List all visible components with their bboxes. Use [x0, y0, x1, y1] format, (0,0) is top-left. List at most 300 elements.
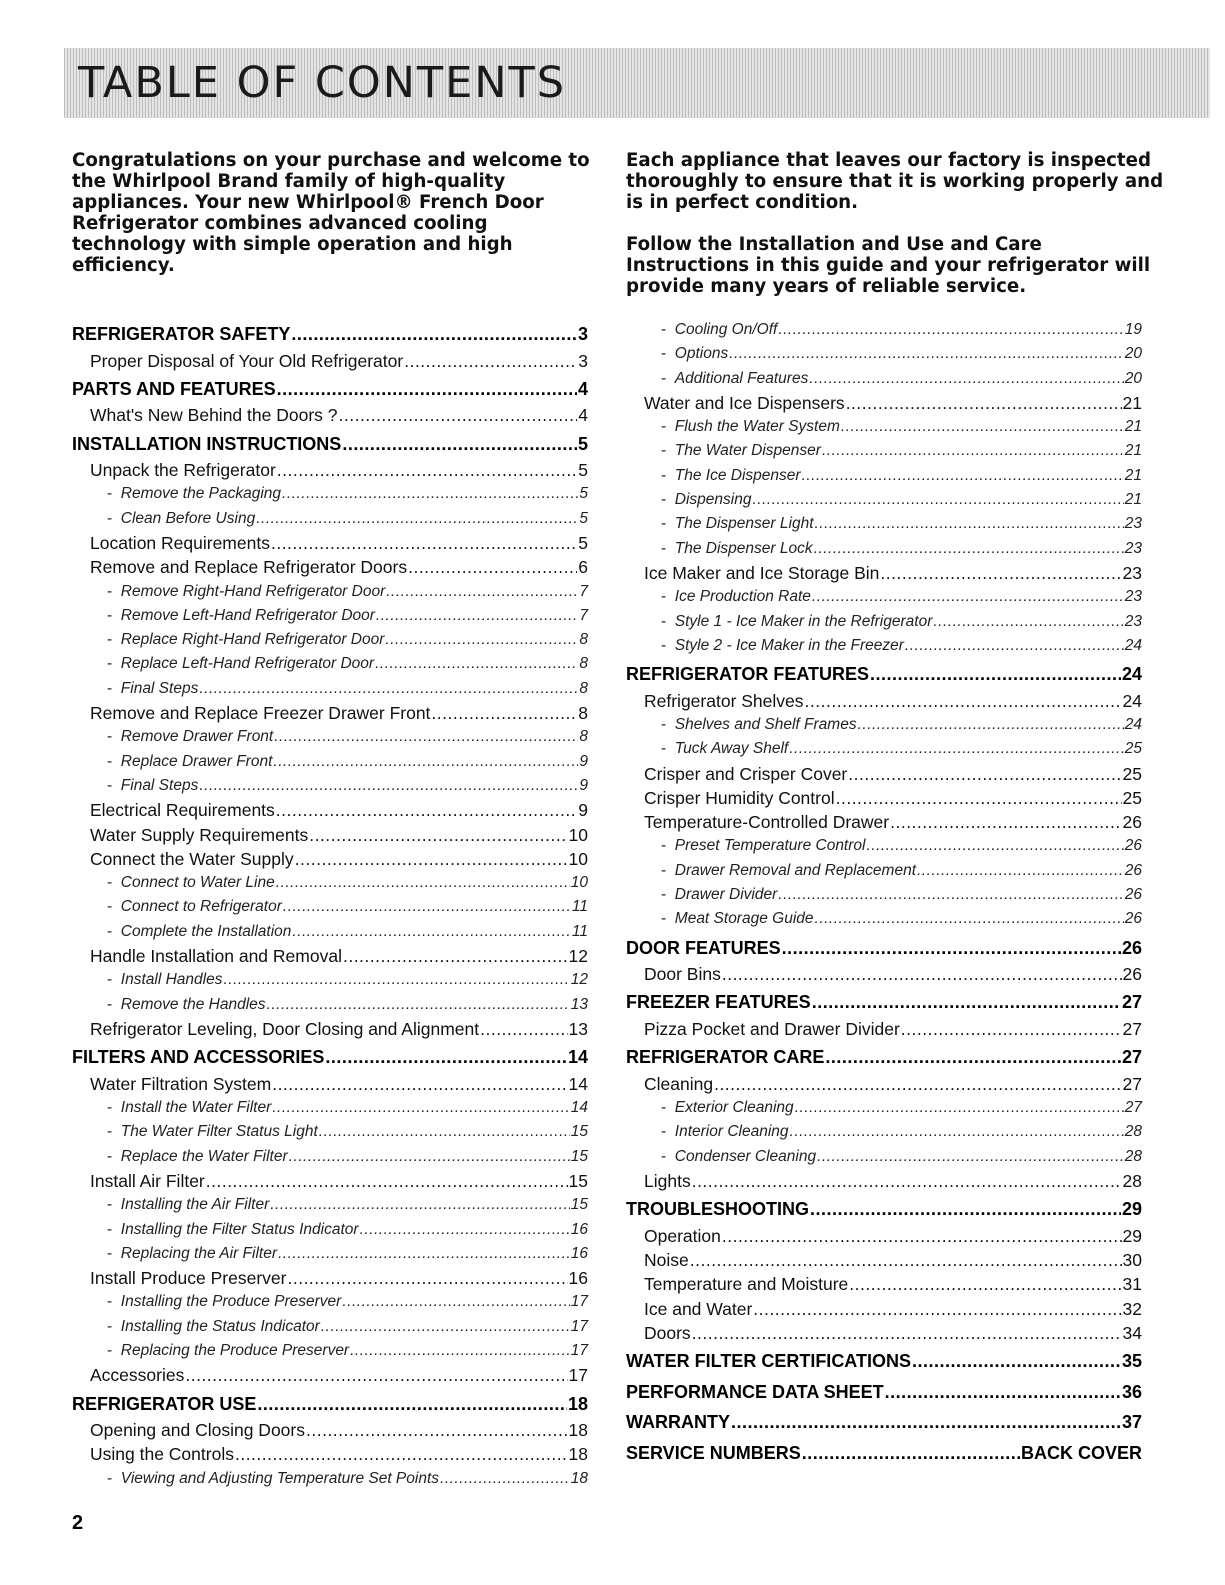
toc-entry-page: 5	[577, 433, 588, 454]
toc-leader-dots	[912, 1347, 1121, 1376]
toc-subentry[interactable]	[72, 725, 588, 749]
toc-entry-page: 32	[1122, 1298, 1142, 1319]
toc-section-entry[interactable]	[72, 320, 588, 349]
toc-subentry[interactable]	[72, 895, 588, 919]
toc-section-entry[interactable]	[626, 1408, 1142, 1437]
toc-subentry[interactable]	[72, 580, 588, 604]
toc-entry-label: - Drawer Removal and Replacement	[661, 859, 916, 883]
toc-leader-dots	[274, 725, 578, 749]
toc-entry-label: Refrigerator Shelves	[644, 690, 804, 711]
toc-entry-label: - Cooling On/Off	[661, 318, 777, 342]
toc-subentry[interactable]	[72, 1096, 588, 1120]
toc-entry-page: 14	[570, 1099, 588, 1117]
toc-entry-label: - Install the Water Filter	[107, 1096, 271, 1120]
toc-leader-dots	[282, 482, 578, 506]
toc-entry-label: Connect the Water Supply	[90, 848, 294, 869]
page-number: 2	[72, 1512, 84, 1534]
toc-leader-dots	[199, 774, 578, 798]
toc-entry-page: 8	[579, 631, 588, 649]
toc-entry-label: PARTS AND FEATURES	[72, 378, 276, 399]
toc-entry-label: - Exterior Cleaning	[661, 1096, 794, 1120]
toc-entry-page: 21	[1122, 392, 1142, 413]
toc-entry-label: Noise	[644, 1250, 689, 1270]
toc-entry-page: 23	[1124, 539, 1142, 557]
toc-leader-dots	[306, 1418, 568, 1442]
toc-entry-page: 26	[1124, 837, 1142, 855]
toc-entry-label: - Replacing the Produce Preserver	[107, 1339, 349, 1363]
toc-subentry[interactable]	[72, 968, 588, 992]
toc-entry[interactable]	[626, 1272, 1142, 1296]
toc-leader-dots	[267, 993, 570, 1017]
toc-entry-page: 18	[567, 1393, 588, 1414]
toc-entry-label: REFRIGERATOR USE	[72, 1393, 257, 1414]
toc-entry-page: 28	[1124, 1147, 1142, 1165]
toc-subentry[interactable]	[626, 367, 1142, 391]
toc-entry-label: Doors	[644, 1322, 691, 1343]
toc-leader-dots	[722, 1224, 1122, 1248]
toc-entry-page: 28	[1124, 1123, 1142, 1141]
toc-leader-dots	[440, 1467, 570, 1491]
toc-entry-page: 26	[1124, 886, 1142, 904]
toc-entry-label: - Connect to Refrigerator	[107, 895, 282, 919]
toc-subentry[interactable]	[626, 1120, 1142, 1144]
toc-leader-dots	[276, 871, 570, 895]
toc-entry-page: 18	[568, 1444, 588, 1465]
toc-entry[interactable]	[72, 798, 588, 822]
toc-leader-dots	[782, 934, 1121, 963]
toc-leader-dots	[805, 689, 1122, 713]
toc-leader-dots	[386, 580, 578, 604]
toc-entry[interactable]	[72, 458, 588, 482]
toc-entry-label: - Additional Features	[661, 367, 808, 391]
toc-leader-dots	[223, 968, 569, 992]
toc-entry[interactable]	[626, 762, 1142, 786]
toc-entry-page: 6	[578, 557, 588, 578]
toc-subentry[interactable]	[626, 415, 1142, 439]
toc-subentry[interactable]	[626, 439, 1142, 463]
toc-leader-dots	[690, 1248, 1122, 1272]
toc-entry-page: 13	[570, 995, 588, 1013]
toc-leader-dots	[753, 1297, 1121, 1321]
toc-section-entry[interactable]	[626, 1043, 1142, 1072]
toc-entry[interactable]	[72, 823, 588, 847]
toc-leader-dots	[273, 750, 578, 774]
toc-subentry[interactable]	[626, 737, 1142, 761]
toc-entry-label: - Replacing the Air Filter	[107, 1242, 277, 1266]
title-banner	[64, 48, 1210, 118]
toc-entry-page: 14	[568, 1073, 588, 1094]
toc-entry-label: Crisper Humidity Control	[644, 787, 835, 808]
toc-entry-page: 35	[1121, 1351, 1142, 1372]
toc-section-entry[interactable]	[626, 660, 1142, 689]
toc-subentry[interactable]	[72, 1145, 588, 1169]
toc-section-entry[interactable]	[72, 430, 588, 459]
toc-entry-page: 3	[577, 324, 588, 344]
toc-subentry[interactable]	[72, 920, 588, 944]
toc-entry[interactable]	[626, 561, 1142, 585]
toc-leader-dots	[825, 1043, 1121, 1072]
page-title: TABLE OF CONTENTS	[78, 58, 567, 108]
toc-entry-page: 8	[579, 655, 588, 673]
toc-entry-label: What's New Behind the Doors ?	[90, 405, 338, 426]
toc-entry-page: 18	[568, 1420, 588, 1441]
toc-entry-label: - Condenser Cleaning	[661, 1145, 816, 1169]
toc-leader-dots	[866, 834, 1123, 858]
toc-entry-label: WARRANTY	[626, 1412, 730, 1433]
toc-subentry[interactable]	[72, 1290, 588, 1314]
toc-subentry[interactable]	[72, 1315, 588, 1339]
toc-entry-label: - Installing the Status Indicator	[107, 1315, 320, 1339]
toc-leader-dots	[235, 1442, 568, 1466]
toc-subentry[interactable]	[72, 1120, 588, 1144]
toc-section-entry[interactable]	[626, 1347, 1142, 1376]
toc-subentry[interactable]	[626, 610, 1142, 634]
toc-entry-page: 31	[1122, 1274, 1142, 1295]
toc-leader-dots	[270, 1193, 570, 1217]
toc-entry-label: - Installing the Filter Status Indicator	[107, 1218, 359, 1242]
toc-leader-dots	[277, 458, 577, 482]
toc-entry[interactable]	[626, 962, 1142, 986]
toc-subentry[interactable]	[72, 1218, 588, 1242]
toc-subentry[interactable]	[72, 482, 588, 506]
toc-leader-dots	[817, 1145, 1124, 1169]
toc-entry-page: 7	[579, 582, 588, 600]
toc-leader-dots	[375, 652, 578, 676]
toc-entry-label: Operation	[644, 1225, 721, 1246]
toc-leader-dots	[692, 1169, 1122, 1193]
toc-subentry[interactable]	[626, 1096, 1142, 1120]
toc-entry-label: - Final Steps	[107, 774, 198, 798]
toc-leader-dots	[810, 1195, 1121, 1224]
toc-section-entry[interactable]	[72, 1043, 588, 1072]
toc-subentry[interactable]	[72, 1467, 588, 1491]
toc-entry-label: - Install Handles	[107, 968, 222, 992]
toc-leader-dots	[870, 660, 1121, 689]
toc-entry-label: - Installing the Produce Preserver	[107, 1290, 341, 1314]
toc-leader-dots	[815, 512, 1124, 536]
toc-entry-label: FILTERS AND ACCESSORIES	[72, 1047, 325, 1068]
toc-entry-page: 25	[1122, 763, 1142, 784]
toc-entry-label: - Interior Cleaning	[661, 1120, 789, 1144]
toc-leader-dots	[272, 1096, 570, 1120]
toc-entry-label: FREEZER FEATURES	[626, 992, 811, 1013]
toc-entry-label: Remove and Replace Freezer Drawer Front	[90, 703, 431, 724]
toc-leader-dots	[836, 786, 1122, 810]
toc-entry-label: Opening and Closing Doors	[90, 1420, 305, 1441]
toc-entry[interactable]	[626, 1248, 1142, 1272]
toc-entry-label: REFRIGERATOR CARE	[626, 1047, 825, 1068]
toc-entry-label: - The Dispenser Light	[661, 512, 814, 536]
toc-subentry[interactable]	[72, 604, 588, 628]
toc-entry-page: 26	[1122, 812, 1142, 833]
toc-entry-label: PERFORMANCE DATA SHEET	[626, 1381, 884, 1402]
toc-entry-page: 16	[568, 1268, 588, 1289]
toc-leader-dots	[729, 342, 1124, 366]
toc-entry-page: 7	[579, 606, 588, 624]
toc-entry-label: Accessories	[90, 1365, 185, 1386]
toc-subentry[interactable]	[626, 1145, 1142, 1169]
toc-leader-dots	[812, 585, 1124, 609]
toc-entry-page: 24	[1124, 636, 1142, 654]
toc-subentry[interactable]	[626, 318, 1142, 342]
toc-leader-dots	[206, 1169, 568, 1193]
toc-entry[interactable]	[72, 349, 588, 373]
toc-leader-dots	[905, 634, 1124, 658]
toc-subentry[interactable]	[626, 634, 1142, 658]
toc-entry-page: 13	[568, 1018, 588, 1039]
toc-entry[interactable]	[72, 1017, 588, 1041]
toc-entry-page: 23	[1124, 588, 1142, 606]
toc-entry-page: 9	[579, 776, 588, 794]
toc-entry-page: 27	[1124, 1099, 1142, 1117]
toc-entry-label: Ice and Water	[644, 1298, 753, 1319]
toc-leader-dots	[272, 1072, 567, 1096]
toc-subentry[interactable]	[626, 585, 1142, 609]
toc-entry-label: - Shelves and Shelf Frames	[661, 713, 857, 737]
toc-entry-page: 21	[1124, 418, 1142, 436]
toc-entry-page: 10	[568, 848, 588, 869]
toc-entry-label: - Flush the Water System	[661, 415, 840, 439]
toc-leader-dots	[848, 762, 1121, 786]
toc-subentry[interactable]	[626, 342, 1142, 366]
toc-entry-page: 24	[1122, 690, 1142, 711]
intro-inspection	[626, 150, 1166, 213]
toc-entry-page: 10	[570, 874, 588, 892]
toc-entry-page: 23	[1124, 515, 1142, 533]
toc-entry-label: Lights	[644, 1170, 691, 1191]
toc-entry[interactable]	[72, 1266, 588, 1290]
intro-welcome-text: Congratulations on your purchase and welcome to the Whirlpool Brand family of high-quality appliances. Your new Whirlpool® French Door Refrigerator combines advanced cooling technology with simple operation and high efficiency.	[72, 150, 590, 276]
toc-entry-label: - The Ice Dispenser	[661, 464, 801, 488]
toc-entry-label: - Remove the Handles	[107, 993, 266, 1017]
toc-entry-label: Using the Controls	[90, 1444, 234, 1465]
toc-entry-page: 19	[1124, 321, 1142, 338]
toc-entry-page: 29	[1122, 1225, 1142, 1246]
toc-leader-dots	[342, 430, 577, 459]
toc-entry[interactable]	[626, 810, 1142, 834]
toc-entry-label: - Final Steps	[107, 677, 198, 701]
toc-entry-page: 3	[578, 350, 588, 371]
toc-entry-label: - Remove Left-Hand Refrigerator Door	[107, 604, 375, 628]
toc-leader-dots	[714, 1072, 1121, 1096]
toc-section-entry[interactable]	[626, 1439, 1142, 1468]
toc-entry[interactable]	[72, 1442, 588, 1466]
toc-section-entry[interactable]	[72, 1390, 588, 1419]
toc-entry-page: 25	[1122, 787, 1142, 808]
intro-instructions	[626, 234, 1166, 297]
toc-entry-label: - Meat Storage Guide	[661, 907, 814, 931]
toc-entry-label: - Dispensing	[661, 488, 751, 512]
toc-leader-dots	[901, 1017, 1122, 1041]
toc-leader-dots	[841, 415, 1124, 439]
toc-entry-page: 17	[570, 1317, 588, 1335]
toc-subentry[interactable]	[72, 507, 588, 531]
toc-subentry[interactable]	[626, 834, 1142, 858]
toc-subentry[interactable]	[72, 1339, 588, 1363]
toc-subentry[interactable]	[72, 652, 588, 676]
toc-subentry[interactable]	[72, 993, 588, 1017]
toc-entry-page: 20	[1124, 369, 1142, 387]
toc-entry[interactable]	[72, 944, 588, 968]
toc-entry-page: 24	[1121, 664, 1142, 685]
toc-leader-dots	[880, 561, 1121, 585]
toc-entry[interactable]	[626, 391, 1142, 415]
toc-entry[interactable]	[72, 1072, 588, 1096]
toc-left-column	[72, 318, 588, 1491]
toc-entry-label: REFRIGERATOR SAFETY	[72, 324, 291, 344]
toc-subentry[interactable]	[626, 488, 1142, 512]
toc-entry-page: 36	[1121, 1381, 1142, 1402]
toc-entry-label: - Replace Drawer Front	[107, 750, 272, 774]
toc-entry-label: Electrical Requirements	[90, 800, 275, 821]
toc-entry[interactable]	[72, 1418, 588, 1442]
toc-section-entry[interactable]	[626, 934, 1142, 963]
toc-entry[interactable]	[626, 1072, 1142, 1096]
toc-entry-page: 20	[1124, 345, 1142, 363]
toc-entry-label: Refrigerator Leveling, Door Closing and Alignment	[90, 1018, 480, 1039]
toc-entry[interactable]	[626, 1321, 1142, 1345]
toc-entry-page: 12	[570, 971, 588, 989]
toc-section-entry[interactable]	[626, 1378, 1142, 1407]
toc-entry[interactable]	[626, 786, 1142, 810]
toc-leader-dots	[185, 1363, 567, 1387]
toc-subentry[interactable]	[626, 713, 1142, 737]
toc-entry[interactable]	[72, 1363, 588, 1387]
toc-entry-label: - Drawer Divider	[661, 883, 777, 907]
toc-leader-dots	[731, 1408, 1121, 1437]
toc-entry-page: 10	[568, 824, 588, 845]
toc-entry-page: 26	[1121, 937, 1142, 958]
toc-section-entry[interactable]	[626, 988, 1142, 1017]
toc-leader-dots	[256, 507, 578, 531]
toc-entry[interactable]	[72, 701, 588, 725]
toc-entry-label: - Installing the Air Filter	[107, 1193, 269, 1217]
toc-entry[interactable]	[72, 531, 588, 555]
toc-entry[interactable]	[72, 1169, 588, 1193]
toc-leader-dots	[292, 920, 571, 944]
toc-entry-label: Water and Ice Dispensers	[644, 392, 845, 413]
toc-entry-label: - Style 1 - Ice Maker in the Refrigerator	[661, 610, 932, 634]
toc-leader-dots	[277, 375, 577, 404]
toc-entry-label: Door Bins	[644, 964, 721, 985]
toc-leader-dots	[722, 962, 1122, 986]
toc-leader-dots	[385, 628, 578, 652]
toc-leader-dots	[376, 604, 578, 628]
toc-subentry[interactable]	[72, 871, 588, 895]
toc-leader-dots	[858, 713, 1124, 737]
toc-leader-dots	[291, 320, 577, 349]
toc-entry-label: - Ice Production Rate	[661, 585, 811, 609]
toc-entry-label: Remove and Replace Refrigerator Doors	[90, 557, 408, 578]
toc-subentry[interactable]	[626, 512, 1142, 536]
toc-leader-dots	[789, 737, 1124, 761]
toc-entry-page: 28	[1122, 1170, 1142, 1191]
toc-entry-page: 4	[578, 405, 588, 426]
toc-entry[interactable]	[626, 689, 1142, 713]
toc-section-entry[interactable]	[626, 1195, 1142, 1224]
toc-entry-page: 15	[570, 1123, 588, 1141]
toc-entry-page: 4	[577, 378, 588, 399]
toc-entry-label: Water Filtration System	[90, 1073, 272, 1094]
toc-entry-label: Temperature and Moisture	[644, 1274, 849, 1295]
toc-entry-page: 21	[1124, 491, 1142, 509]
toc-entry[interactable]	[626, 1017, 1142, 1041]
toc-leader-dots	[289, 1145, 570, 1169]
toc-leader-dots	[257, 1390, 567, 1419]
toc-leader-dots	[933, 610, 1123, 634]
toc-subentry[interactable]	[626, 907, 1142, 931]
toc-subentry[interactable]	[72, 1242, 588, 1266]
toc-leader-dots	[790, 1120, 1124, 1144]
toc-entry-label: Pizza Pocket and Drawer Divider	[644, 1018, 900, 1039]
toc-entry-label: - The Water Filter Status Light	[107, 1120, 318, 1144]
toc-entry-label: Proper Disposal of Your Old Refrigerator	[90, 350, 404, 371]
toc-entry[interactable]	[626, 1297, 1142, 1321]
toc-entry-label: DOOR FEATURES	[626, 937, 781, 958]
toc-entry[interactable]	[72, 847, 588, 871]
toc-leader-dots	[692, 1321, 1122, 1345]
toc-section-entry[interactable]	[72, 375, 588, 404]
toc-leader-dots	[309, 823, 567, 847]
toc-entry-page: 14	[567, 1047, 588, 1068]
toc-entry-page: 12	[568, 946, 588, 967]
toc-entry-page: 15	[570, 1147, 588, 1165]
toc-subentry[interactable]	[72, 1193, 588, 1217]
intro-instructions-text: Follow the Installation and Use and Care Instructions in this guide and your refrigerator will provide many years of reliable service.	[626, 234, 1151, 297]
toc-leader-dots	[276, 798, 577, 822]
toc-subentry[interactable]	[72, 628, 588, 652]
toc-entry-label: - Preset Temperature Control	[661, 834, 865, 858]
toc-entry[interactable]	[72, 555, 588, 579]
toc-subentry[interactable]	[626, 883, 1142, 907]
toc-subentry[interactable]	[72, 774, 588, 798]
toc-entry-label: Crisper and Crisper Cover	[644, 763, 848, 784]
toc-leader-dots	[360, 1218, 570, 1242]
toc-subentry[interactable]	[72, 750, 588, 774]
toc-entry-page: 8	[579, 679, 588, 697]
toc-subentry[interactable]	[626, 859, 1142, 883]
toc-leader-dots	[325, 1043, 567, 1072]
toc-entry-label: - The Dispenser Lock	[661, 537, 813, 561]
toc-entry[interactable]	[626, 1224, 1142, 1248]
toc-entry-page: 8	[579, 728, 588, 746]
toc-right-column	[626, 318, 1142, 1467]
toc-leader-dots	[283, 895, 571, 919]
toc-leader-dots	[795, 1096, 1124, 1120]
toc-leader-dots	[809, 367, 1123, 391]
toc-leader-dots	[343, 944, 568, 968]
toc-leader-dots	[278, 1242, 570, 1266]
toc-subentry[interactable]	[72, 677, 588, 701]
toc-entry-label: - Remove the Packaging	[107, 482, 281, 506]
toc-subentry[interactable]	[626, 537, 1142, 561]
toc-entry-label: - The Water Dispenser	[661, 439, 821, 463]
toc-entry-page: 27	[1121, 992, 1142, 1013]
toc-leader-dots	[812, 988, 1121, 1017]
toc-entry-page: 27	[1121, 1047, 1142, 1068]
toc-entry[interactable]	[72, 403, 588, 427]
toc-entry-page: 8	[578, 703, 588, 724]
toc-subentry[interactable]	[626, 464, 1142, 488]
toc-entry-page: 23	[1122, 562, 1142, 583]
toc-entry-label: Install Produce Preserver	[90, 1268, 287, 1289]
toc-entry[interactable]	[626, 1169, 1142, 1193]
toc-entry-label: Ice Maker and Ice Storage Bin	[644, 562, 880, 583]
toc-leader-dots	[480, 1017, 567, 1041]
toc-entry-label: Unpack the Refrigerator	[90, 460, 276, 481]
toc-entry-label: Install Air Filter	[90, 1170, 205, 1191]
toc-entry-label: REFRIGERATOR FEATURES	[626, 664, 870, 685]
